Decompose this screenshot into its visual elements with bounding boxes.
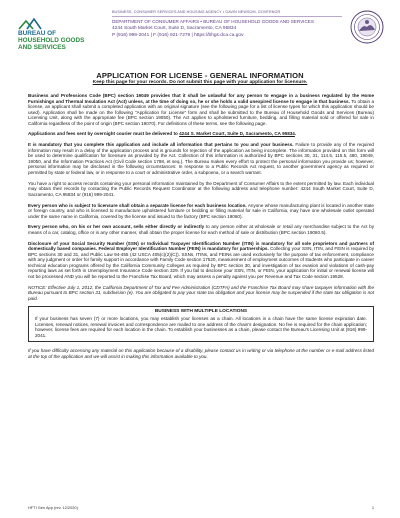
paragraph-lead: Disclosure of your Social Security Number (SSN) or Individual Taxpayer Identification Number (ITIN) is mandatory for all sole proprietors and partners of domestically based companies. Federal Employer Identification Number (FEIN) is mandatory for partnerships. [28, 240, 374, 252]
box-text: If your business has seven (7) or more locations, you may establish your licenses as a chain. All locations in a chain have the same license expiration date. Licenses, renewal notices, renewal invoices and correspondence are mailed to one address of the chain's designation. No fee is required for the chain application; however, license fees are required for each location in the chain. To establish your businesses as a chain, please contact the Bureau's Licensing Unit at (916) 999-2041. [35, 316, 367, 338]
paragraph-method-of-sale [28, 224, 374, 235]
paragraph-end: . [294, 131, 297, 137]
paragraph-separate-license [28, 203, 374, 220]
paragraph-lead: Every person who, on his or her own account, sells either directly or indirectly [28, 224, 205, 230]
paragraph-mandatory-info [28, 142, 374, 175]
document-body [28, 93, 374, 364]
paragraph-text: Failure to provide any of the required information may result in a delay of the application process and is grounds for rejection of the application as being incomplete. The information provided on this form will be used to determine qualification for licensure as provided by the Act. Collection of this information is authorized by BPC sections 30, 31, 114.5, 115.5, 480, 19049, 19050, and the Information Practices Act (Civil Code section 1798, et seq.). The Bureau makes every effort to protect the personal information you provide us; however, personal information may be disclosed in the following circumstances: In response to a Public Records Act request, to another government agency as required or permitted by state or federal law, or in response to a court or administrative order, a subpoena, or a search warrant. [28, 142, 374, 175]
paragraph-lead: Every person who is subject to licensure shall obtain a separate license for each business location. [28, 202, 247, 208]
agency-address: 4244 South Market Court, Suite D, Sacramento, CA 95834 [112, 25, 237, 31]
paragraph-text: to any person either at wholesale or retail any merchandise subject to the Act by means of a car, catalog, office or in any other manner, shall obtain the proper license for each method of sale or distribution (BPC section 19060.5). [28, 224, 374, 235]
paragraph-lead: Applications and fees sent by overnight courier must be delivered to [28, 131, 180, 137]
bureau-logo [18, 18, 106, 54]
paragraph-accessibility: If you have difficulty accessing any material on this application because of a disability, please contact us in writing or via telephone at the number or e-mail address listed at the top of the application and we will assist in making this information available to you. [28, 348, 374, 359]
letterhead [18, 10, 384, 56]
logo-text-line2: HOUSEHOLD GOODS [18, 37, 85, 44]
multiple-locations-box [28, 306, 374, 342]
paragraph-records-access: You have a right to access records containing your personal information maintained by the Department of Consumer Affairs to the extent permitted by law. Each individual may obtain their records by contacting the Public Records Request Coordinator at the following address and telephone number: 4244 South Market Court, Suite D, Sacramento, CA 95834 or (916) 999-2041. [28, 180, 374, 197]
state-seal-icon [350, 10, 384, 44]
department-line: DEPARTMENT OF CONSUMER AFFAIRS • BUREAU OF HOUSEHOLD GOODS AND SERVICES [112, 18, 314, 24]
logo-house-icon [18, 18, 48, 30]
header-divider [112, 16, 342, 17]
paragraph-tax-notice: NOTICE: Effective July 1, 2012, the California Department of Tax and Fee Administration (CDTFA) and the Franchise Tax Board may share taxpayer information with the Bureau pursuant to BPC section 31, subdivision (e). You are obligated to pay your state tax obligation and your license may be suspended if the state tax obligation is not paid. [28, 284, 374, 301]
form-revision: HFTI Gen App (rev. 12/2020) [28, 505, 78, 510]
page-title: APPLICATION FOR LICENSE - GENERAL INFORMATION [96, 71, 304, 80]
agency-topline: BUSINESS, CONSUMER SERVICES AND HOUSING AGENCY • GAVIN NEWSOM, GOVERNOR [112, 10, 281, 14]
agency-contact: P (916) 999-2041 | F (916) 921-7279 | https://bhgs.dca.ca.gov [112, 32, 244, 38]
logo-text-line1: BUREAU OF [18, 30, 56, 37]
logo-text-line3: AND SERVICES [18, 44, 66, 51]
paragraph-text: To obtain a license, an applicant shall submit a completed application with an original signature (see the following page for a list of license types for which this application should be used). Application shall be made on the following "Application for License" form and shall be submitted to the Bureau of Household Goods and Services (Bureau) Licensing Unit, along with the appropriate fee (BPC section 19050). The Act applies to upholstered furniture, bedding, and filling material sold or offered for sale in California regardless of the point of origin (BPC section 19070). For definitions of these terms, see the following page. [28, 98, 375, 126]
agency-info [112, 10, 352, 38]
paragraph-lead: It is mandatory that you complete this application and include all information that pertains to you and your business. [28, 142, 294, 148]
paragraph-lead: Business and Professions Code (BPC) section 19049 provides that it shall be unlawful for any person to engage in a business regulated by the Home Furnishings and Thermal Insulation Act (Act) unless, at the time of doing so, he or she holds a valid unexpired license to engage in that business. [28, 93, 374, 104]
paragraph-ssn-disclosure [28, 241, 374, 280]
box-title: BUSINESS WITH MULTIPLE LOCATIONS [154, 309, 248, 315]
paragraph-text: Anyone whose manufacturing plant is located in another state or foreign country, and who is licensed to manufacture upholstered furniture or bedding or filling material for sale in California, may have one wholesale outlet operated under the same name in California, covered by the license and issued to the factory (BPC section 19060). [28, 202, 374, 219]
paragraph-licensing-requirement [28, 93, 374, 126]
paragraph-text: Collecting your SSN, ITIN, and FEIN is required by BPC sections 30 and 31, and Public Law 94-455 (42 USCA 405(c)(2)(C)). SSNs, ITINs, and FEINs are used exclusively for the purpose of tax enforcement, compliance with any judgment or order for family support in accordance with Family Code section 17520, measurement of employment outcomes of students who participate in career technical education programs offered by the California Community Colleges as required by BPC section 30, and investigation of tax evasion and violations of cash-pay reporting laws as set forth in Unemployment Insurance Code section 329. If you fail to disclose your SSN, ITIN, or FEIN, your application for initial or renewal license will not be processed AND you will be reported to the Franchise Tax Board, which may assess a penalty against you per Revenue and Tax Code section 19528. [28, 246, 374, 279]
courier-address: 4244 S. Market Court, Suite D, Sacramento, CA 95834 [179, 131, 295, 137]
page-subtitle: Keep this page for your records. Do not submit this page with your application for licensure. [92, 80, 308, 85]
paragraph-courier-address [28, 131, 374, 137]
page-number: 1 [371, 505, 374, 510]
